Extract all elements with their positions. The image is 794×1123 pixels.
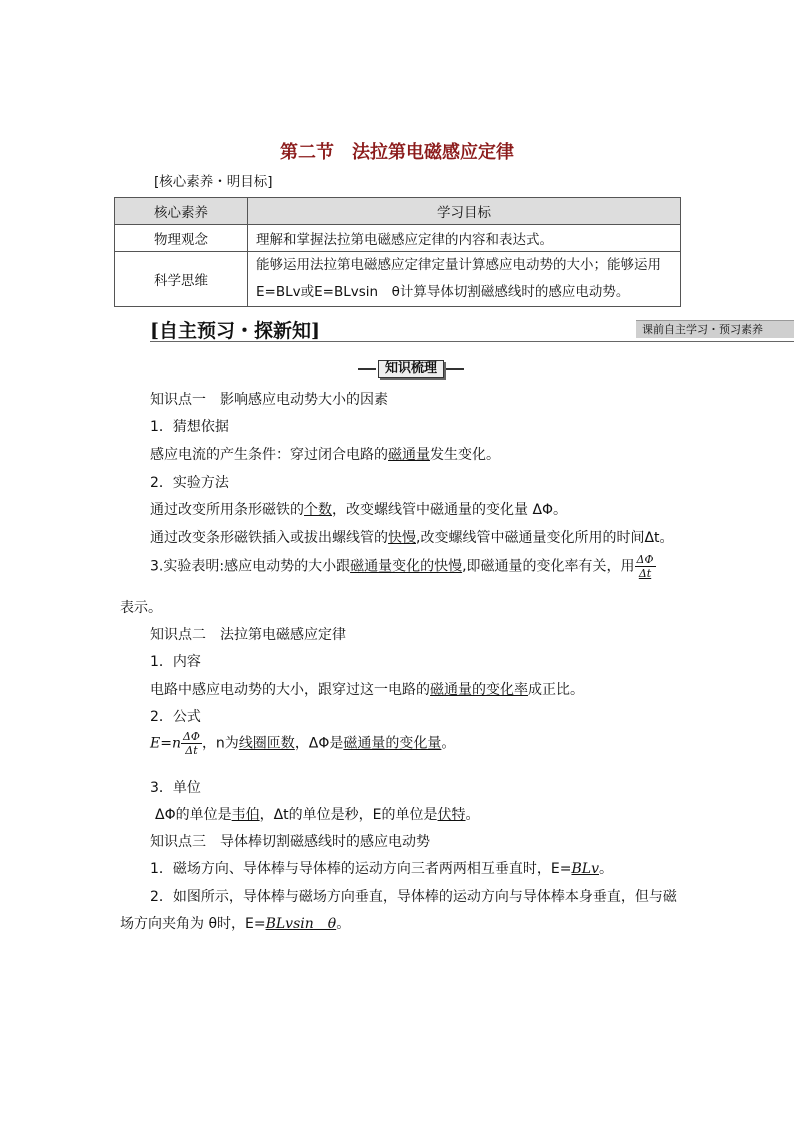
subheading: 2．公式 [150, 709, 201, 725]
answer-blank: BLvsin θ [265, 916, 337, 932]
paragraph [150, 858, 613, 878]
paragraph [155, 804, 480, 824]
divider [358, 368, 376, 370]
text: 成正比。 [528, 682, 584, 698]
answer-blank: 磁通量变化的快慢 [350, 558, 463, 575]
section-tag [358, 360, 464, 376]
paragraph [150, 553, 656, 580]
answer-blank: 快慢 [388, 530, 416, 546]
table-cell-category: 科学思维 [115, 252, 248, 307]
text: 3.实验表明:感应电动势的大小跟 [150, 558, 351, 575]
subheading: 1．猜想依据 [150, 419, 229, 435]
paragraph: 2．如图所示，导体棒与磁场方向垂直，导体棒的运动方向与导体棒本身垂直，但与磁 [150, 889, 677, 905]
goals-label: [核心素养・明目标] [154, 174, 273, 190]
paragraph [150, 679, 584, 699]
answer-blank: 磁通量的变化量 [343, 735, 442, 752]
table-row [115, 252, 681, 307]
fraction-numerator: ΔΦ [182, 730, 200, 743]
knowledge-heading: 知识点一 影响感应电动势大小的因素 [150, 392, 388, 408]
table-cell-category: 物理观念 [115, 225, 248, 252]
paragraph [120, 913, 350, 933]
answer-blank: 磁通量的变化率 [430, 682, 528, 698]
text: 。 [336, 916, 351, 932]
table-header-row [115, 198, 681, 225]
formula-lhs: E=n [150, 735, 181, 752]
text: 。 [465, 807, 480, 823]
table-cell-goal [248, 252, 681, 307]
fraction [181, 730, 202, 757]
text: ，改变螺线管中磁通量的变化量 ΔΦ。 [332, 502, 568, 518]
goal-line: E=BLv或E=BLvsin θ计算导体切割磁感线时的感应电动势。 [256, 284, 630, 300]
text: 电路中感应电动势的大小，跟穿过这一电路的 [150, 682, 430, 698]
paragraph [150, 527, 674, 547]
table-cell-goal: 理解和掌握法拉第电磁感应定律的内容和表达式。 [248, 225, 681, 252]
text: ，n为 [201, 735, 239, 752]
page-title: 第二节 法拉第电磁感应定律 [280, 142, 514, 163]
text: ΔΦ的单位是 [155, 807, 232, 823]
table-header: 学习目标 [248, 198, 681, 225]
answer-blank: 伏特 [437, 807, 466, 823]
goal-line: 能够运用法拉第电磁感应定律定量计算感应电动势的大小；能够运用 [256, 257, 661, 273]
subheading: 3．单位 [150, 780, 201, 796]
knowledge-heading: 知识点三 导体棒切割磁感线时的感应电动势 [150, 834, 430, 850]
formula [150, 730, 455, 757]
subheading: 2．实验方法 [150, 475, 229, 491]
divider [150, 341, 794, 342]
knowledge-heading: 知识点二 法拉第电磁感应定律 [150, 627, 346, 643]
paragraph: 表示。 [120, 600, 162, 616]
answer-blank: 韦伯 [231, 807, 260, 823]
section-banner-tag: 课前自主学习・预习素养 [636, 320, 794, 338]
paragraph [150, 499, 567, 519]
text: ,即磁通量的变化率有关，用 [462, 558, 635, 575]
text: 场方向夹角为 θ时，E= [120, 916, 266, 932]
answer-blank: BLv [571, 861, 599, 877]
text: ，ΔΦ是 [294, 735, 344, 752]
section-banner-title: [自主预习・探新知] [150, 320, 320, 342]
text: 通过改变条形磁铁插入或拔出螺线管的 [150, 530, 388, 546]
answer-blank: 磁通量 [388, 447, 430, 463]
text: 发生变化。 [430, 447, 500, 463]
fraction-denominator: Δt [638, 567, 652, 580]
text: ,改变螺线管中磁通量变化所用的时间Δt。 [416, 530, 674, 546]
fraction-numerator: ΔΦ [636, 553, 654, 566]
section-tag-label: 知识梳理 [378, 360, 444, 378]
goals-table [114, 197, 681, 307]
answer-blank: 线圈匝数 [238, 735, 295, 752]
text: 通过改变所用条形磁铁的 [150, 502, 304, 518]
answer-blank: 个数 [304, 502, 332, 518]
text: 1．磁场方向、导体棒与导体棒的运动方向三者两两相互垂直时，E= [150, 861, 572, 877]
fraction-denominator: Δt [185, 744, 198, 757]
table-row [115, 225, 681, 252]
text: 。 [441, 735, 456, 752]
table-header: 核心素养 [115, 198, 248, 225]
subheading: 1．内容 [150, 654, 201, 670]
text: 。 [598, 861, 613, 877]
fraction [635, 553, 656, 580]
text: ，Δt的单位是秒，E的单位是 [259, 807, 438, 823]
divider [446, 368, 464, 370]
paragraph [150, 444, 500, 464]
text: 感应电流的产生条件：穿过闭合电路的 [150, 447, 388, 463]
